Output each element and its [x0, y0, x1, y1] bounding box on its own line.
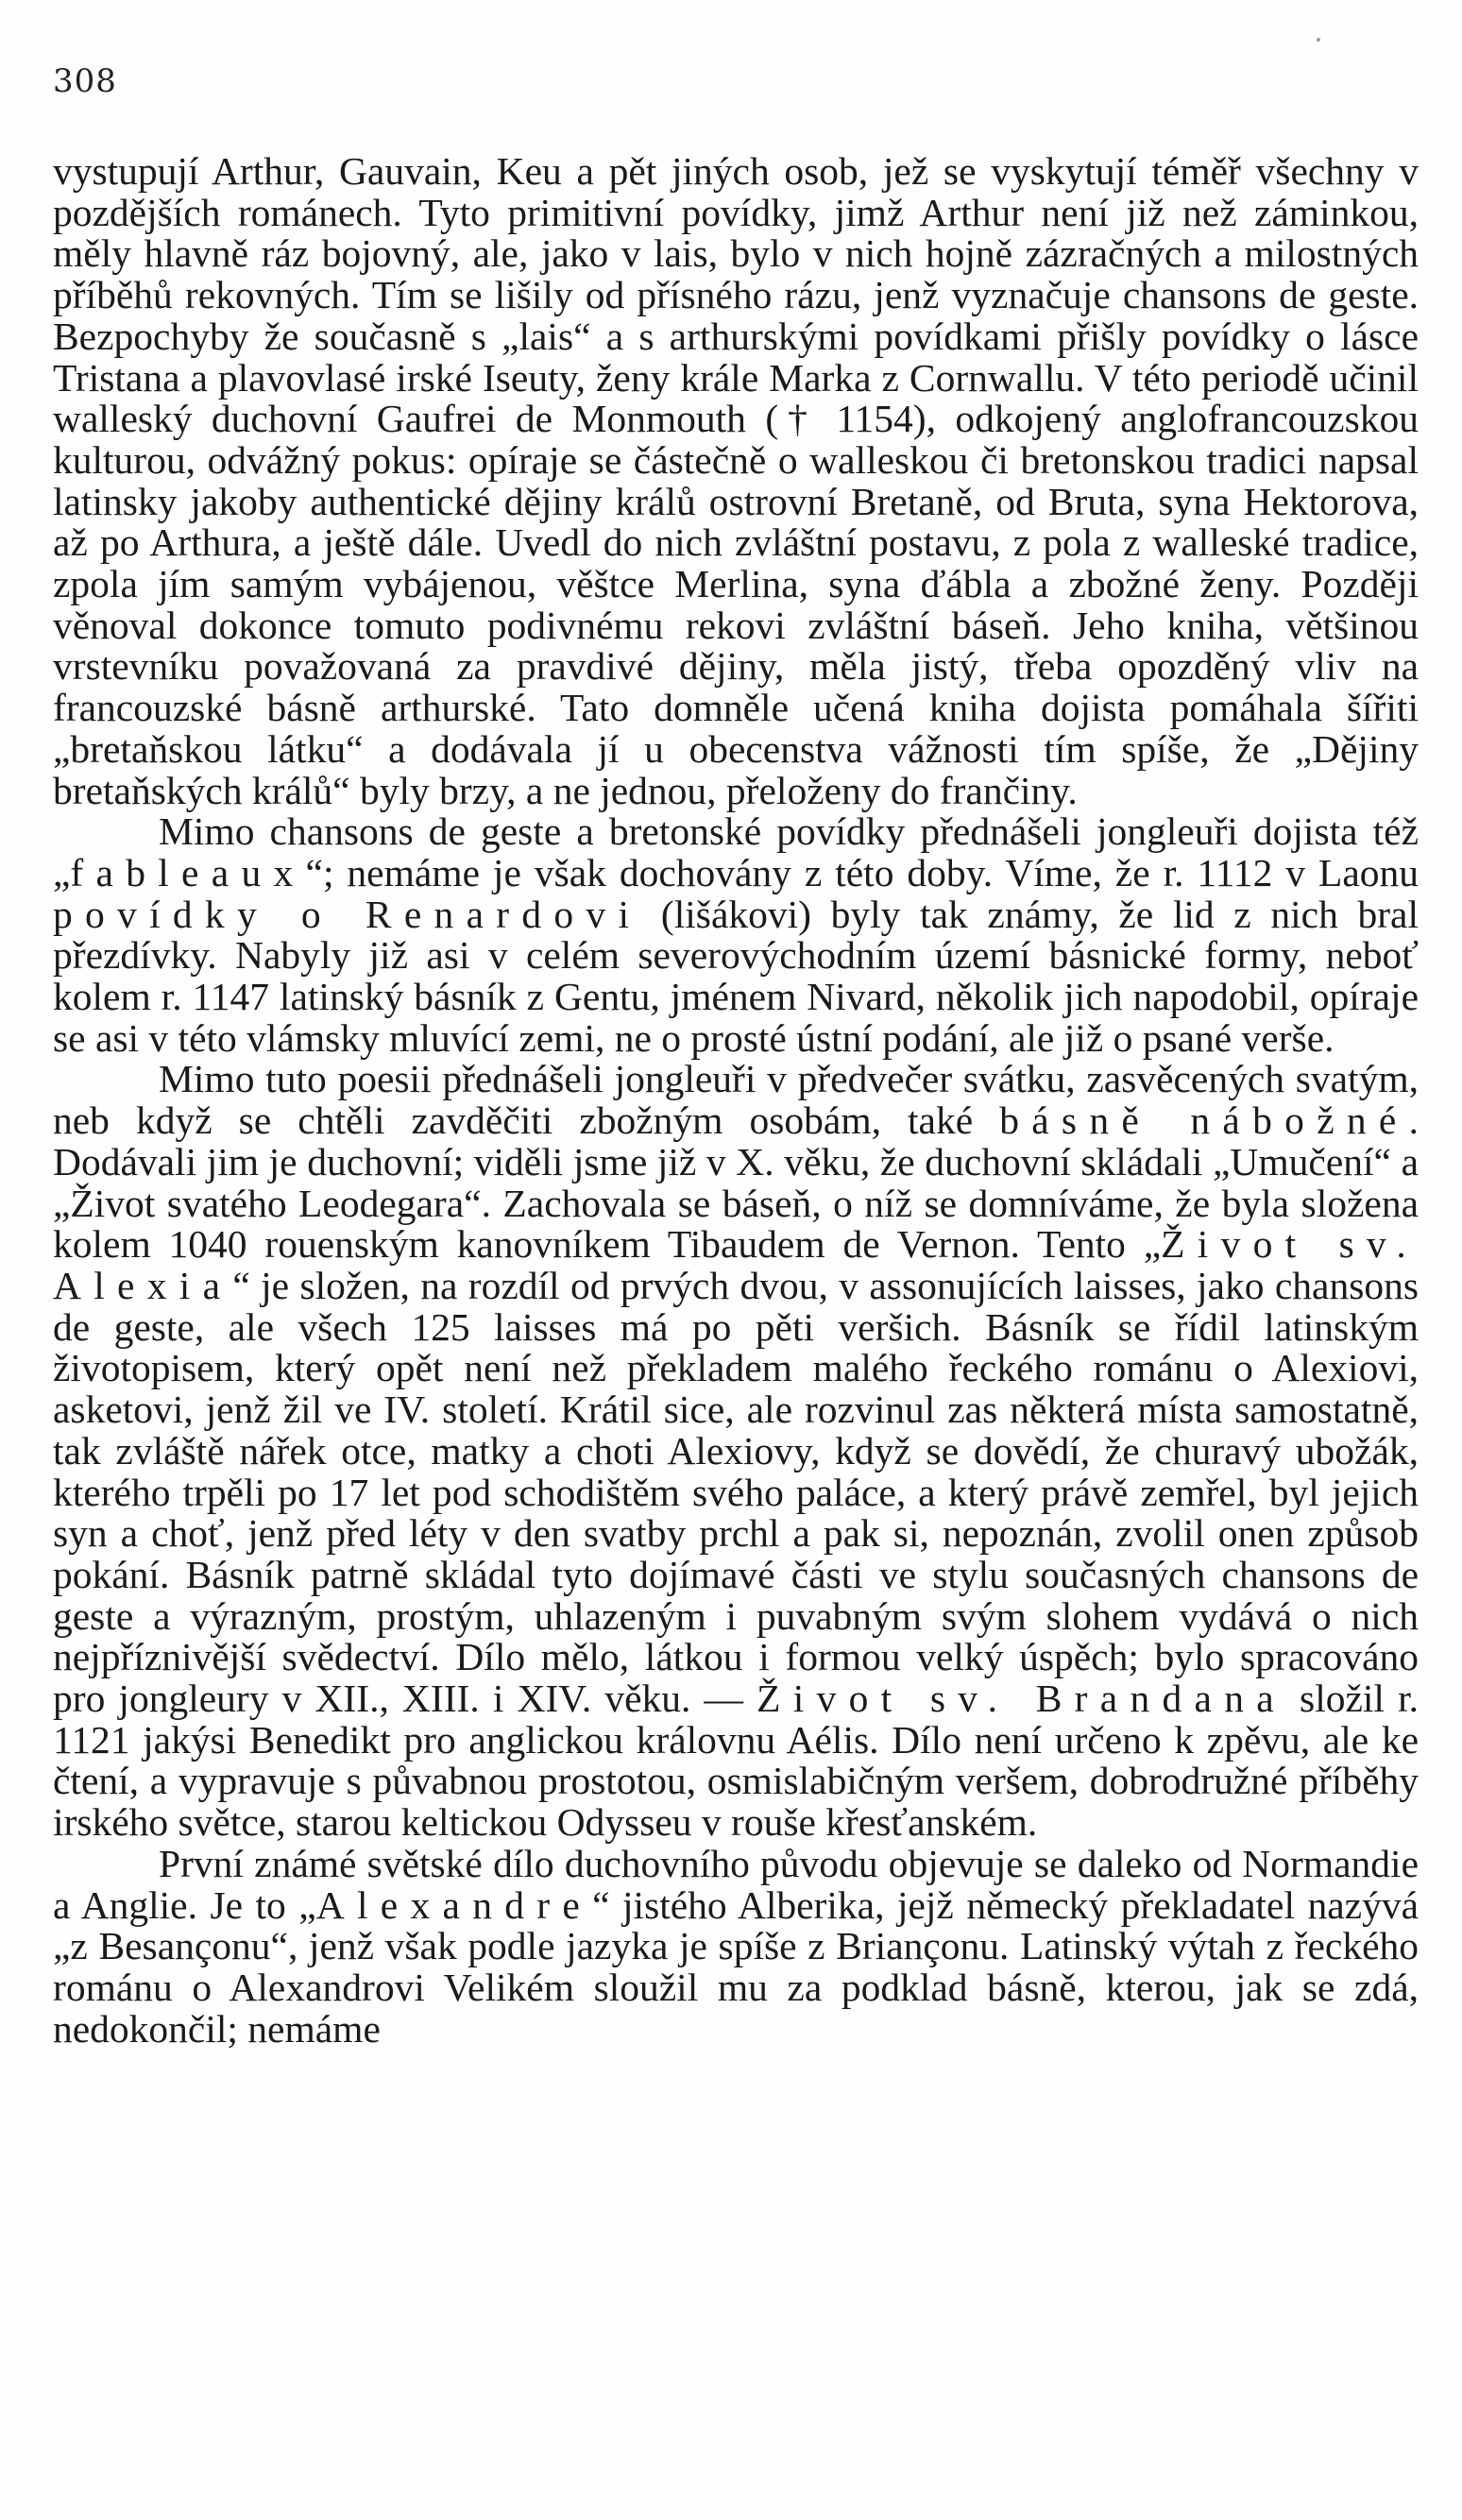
- body-text: [53, 151, 1419, 2050]
- text-run: složil r. 1121 jakýsi Benedikt pro anglickou královnu Aélis. Dílo není určeno k zpěvu, ale ke čtení, a vypravuje s půvabnou prostotou, osmislabičným veršem, dobrodružné příběhy irského světce, starou keltickou Odysseu v rouše křesťanském.: [53, 1677, 1419, 1845]
- text-run: “; nemáme je však dochovány z této doby. Víme, že r. 1112 v Laonu: [305, 850, 1419, 894]
- spaced-term: povídky o Renardovi: [53, 892, 642, 936]
- spaced-term: básně nábožné: [999, 1098, 1409, 1143]
- page-number: 308: [53, 62, 117, 100]
- text-run: Mimo tuto poesii přednášeli jongleuři v předvečer svátku, zasvěcených svatým, neb když se chtěli zavděčiti zbožným osobám, také: [53, 1057, 1419, 1143]
- text-run: (lišákovi) byly tak známy, že lid z nich bral přezdívky. Nabyly již asi v celém severovýchodním území básnické formy, neboť kolem r. 1147 latinský básník z Gentu, jménem Nivard, několik jich napodobil, opíraje se asi v této vlámsky mluvící zemi, ne o prosté ústní podání, ale již o psané verše.: [53, 892, 1419, 1060]
- paragraph: [53, 1059, 1419, 1843]
- spaced-term: Život sv. Alexia: [53, 1222, 1419, 1307]
- spaced-term: fableaux: [70, 850, 306, 894]
- text-run: Mimo chansons de geste a bretonské povídky přednášeli jongleuři dojista též „: [53, 809, 1419, 894]
- text-run: . Dodávali jim je duchovní; viděli jsme již v X. věku, že duchovní skládali „Umučení“ a „Život svatého Leodegara“. Zachovala se báseň, o níž se domníváme, že byla složena kolem 1040 rouenským kanovníkem Tibaudem de Vernon. Tento „: [53, 1098, 1419, 1267]
- spaced-term: Alexandre: [315, 1882, 593, 1927]
- paragraph: [53, 1841, 1419, 2051]
- text-run: “ je složen, na rozdíl od prvých dvou, v assonujících laisses, jako chansons de geste, ale všech 125 laisses má po pěti veršich. Básník se řídil latinským životopisem, který opět není než překladem malého řeckého románu o Alexiovi, asketovi, jenž žil ve IV. století. Krátil sice, ale rozvinul zas některá místa samostatně, tak zvláště nářek otce, matky a choti Alexiovy, když se dovědí, že churavý ubožák, kterého trpěli po 17 let pod schodištěm svého paláce, a který právě zemřel, byl jejich syn a choť, jenž před léty v den svatby prchl a pak si, nepoznán, zvolil onen způsob pokání. Básník patrně skládal tyto dojímavé části ve stylu současných chansons de geste a výrazným, prostým, uhlazeným i puvabným svým slohem vydává o nich nejpříznivější svědectví. Dílo mělo, látkou i formou velký úspěch; bylo spracováno pro jongleury v XII., XIII. i XIV. věku. —: [53, 1263, 1419, 1721]
- paragraph: [53, 811, 1419, 1059]
- text-run: První známé světské dílo duchovního původu objevuje se daleko od Normandie a Anglie. Je to „: [53, 1841, 1419, 1927]
- paragraph: vystupují Arthur, Gauvain, Keu a pět jiných osob, jež se vyskytují téměř všechny v pozdějších románech. Tyto primitivní povídky, jimž Arthur není již než záminkou, měly hlavně ráz bojovný, ale, jako v lais, bylo v nich hojně zázračných a milostných příběhů rekovných. Tím se lišily od přísného rázu, jenž vyznačuje chansons de geste. Bezpochyby že současně s „lais“ a s arthurskými povídkami přišly povídky o lásce Tristana a plavovlasé irské Iseuty, ženy krále Marka z Cornwallu. V této periodě učinil walleský duchovní Gaufrei de Monmouth († 1154), odkojený anglofrancouzskou kulturou, odvážný pokus: opíraje se částečně o walleskou či bretonskou tradici napsal latinsky jakoby authentické dějiny králů ostrovní Bretaně, od Bruta, syna Hektorova, až po Arthura, a ještě dále. Uvedl do nich zvláštní postavu, z pola z walleské tradice, zpola jím samým vybájenou, věštce Merlina, syna ďábla a zbožné ženy. Později věnoval dokonce tomuto podivnému rekovi zvláštní báseň. Jeho kniha, většinou vrstevníku považovaná za pravdivé dějiny, měla jistý, třeba opozděný vliv na francouzské básně arthurské. Tato domněle učená kniha dojista pomáhala šířiti „bretaňskou látku“ a dodávala jí u obecenstva vážnosti tím spíše, že „Dějiny bretaňských králů“ byly brzy, a ne jednou, přeloženy do frančiny.: [53, 149, 1419, 812]
- ink-speck: [1317, 38, 1320, 42]
- spaced-term: Život sv. Brandana: [756, 1677, 1286, 1721]
- text-run: “ jistého Alberika, jejž německý překladatel nazývá „z Besançonu“, jenž však podle jazyka je spíše z Briançonu. Latinský výtah z řeckého románu o Alexandrovi Velikém sloužil mu za podklad básně, kterou, jak se zdá, nedokončil; nemáme: [53, 1882, 1419, 2051]
